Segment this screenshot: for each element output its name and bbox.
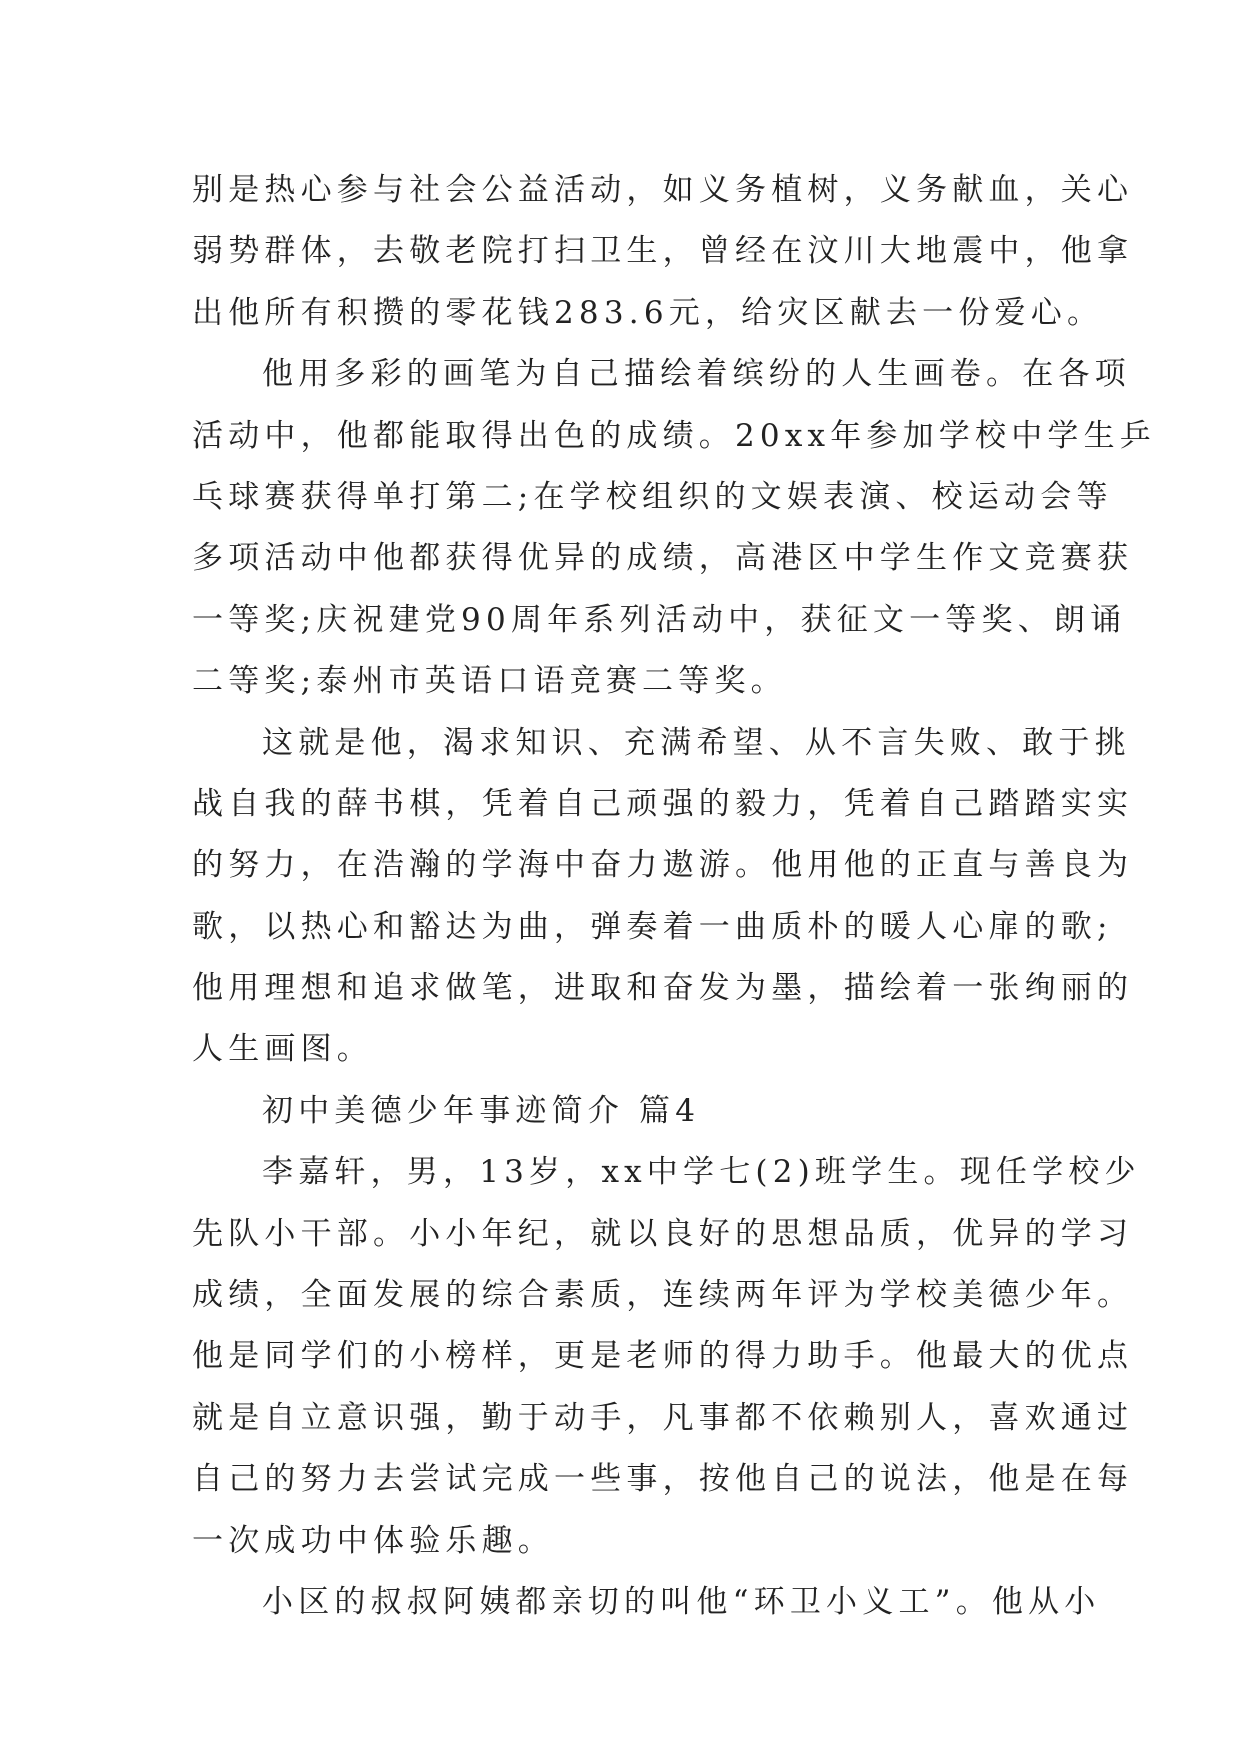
text-line: 歌，以热心和豁达为曲，弹奏着一曲质朴的暖人心扉的歌; [192, 908, 1113, 945]
text-line: 自己的努力去尝试完成一些事，按他自己的说法，他是在每 [192, 1461, 1134, 1498]
text-line: 活动中，他都能取得出色的成绩。20xx年参加学校中学生乒 [192, 417, 1157, 454]
text-line: 一等奖;庆祝建党90周年系列活动中，获征文一等奖、朗诵 [192, 601, 1127, 638]
text-line: 先队小干部。小小年纪，就以良好的思想品质，优异的学习 [192, 1215, 1134, 1252]
text-line: 他用理想和追求做笔，进取和奋发为墨，描绘着一张绚丽的 [192, 970, 1134, 1007]
text-line: 乓球赛获得单打第二;在学校组织的文娱表演、校运动会等 [192, 478, 1113, 515]
text-line: 二等奖;泰州市英语口语竞赛二等奖。 [192, 663, 787, 700]
paragraph-first-line: 小区的叔叔阿姨都亲切的叫他“环卫小义工”。他从小 [262, 1583, 1101, 1620]
text-line: 别是热心参与社会公益活动，如义务植树，义务献血，关心 [192, 172, 1134, 208]
text-line: 战自我的薛书棋，凭着自己顽强的毅力，凭着自己踏踏实实 [192, 785, 1134, 822]
text-line: 他是同学们的小榜样，更是老师的得力助手。他最大的优点 [192, 1338, 1134, 1375]
paragraph-first-line: 初中美德少年事迹简介 篇4 [262, 1092, 701, 1129]
text-line: 成绩，全面发展的综合素质，连续两年评为学校美德少年。 [192, 1277, 1134, 1314]
text-line: 就是自立意识强，勤于动手，凡事都不依赖别人，喜欢通过 [192, 1399, 1134, 1436]
paragraph-first-line: 李嘉轩，男，13岁，xx中学七(2)班学生。现任学校少 [262, 1154, 1141, 1191]
text-line: 多项活动中他都获得优异的成绩，高港区中学生作文竞赛获 [192, 540, 1134, 577]
text-line: 的努力，在浩瀚的学海中奋力遨游。他用他的正直与善良为 [192, 847, 1134, 884]
document-body [192, 160, 1157, 1633]
text-line: 弱势群体，去敬老院打扫卫生，曾经在汶川大地震中，他拿 [192, 233, 1134, 270]
text-line: 一次成功中体验乐趣。 [192, 1522, 554, 1559]
paragraph-first-line: 这就是他，渴求知识、充满希望、从不言失败、敢于挑 [262, 724, 1131, 761]
text-line: 人生画图。 [192, 1031, 373, 1068]
text-line: 出他所有积攒的零花钱283.6元，给灾区献去一份爱心。 [192, 294, 1104, 331]
paragraph-first-line: 他用多彩的画笔为自己描绘着缤纷的人生画卷。在各项 [262, 356, 1131, 393]
